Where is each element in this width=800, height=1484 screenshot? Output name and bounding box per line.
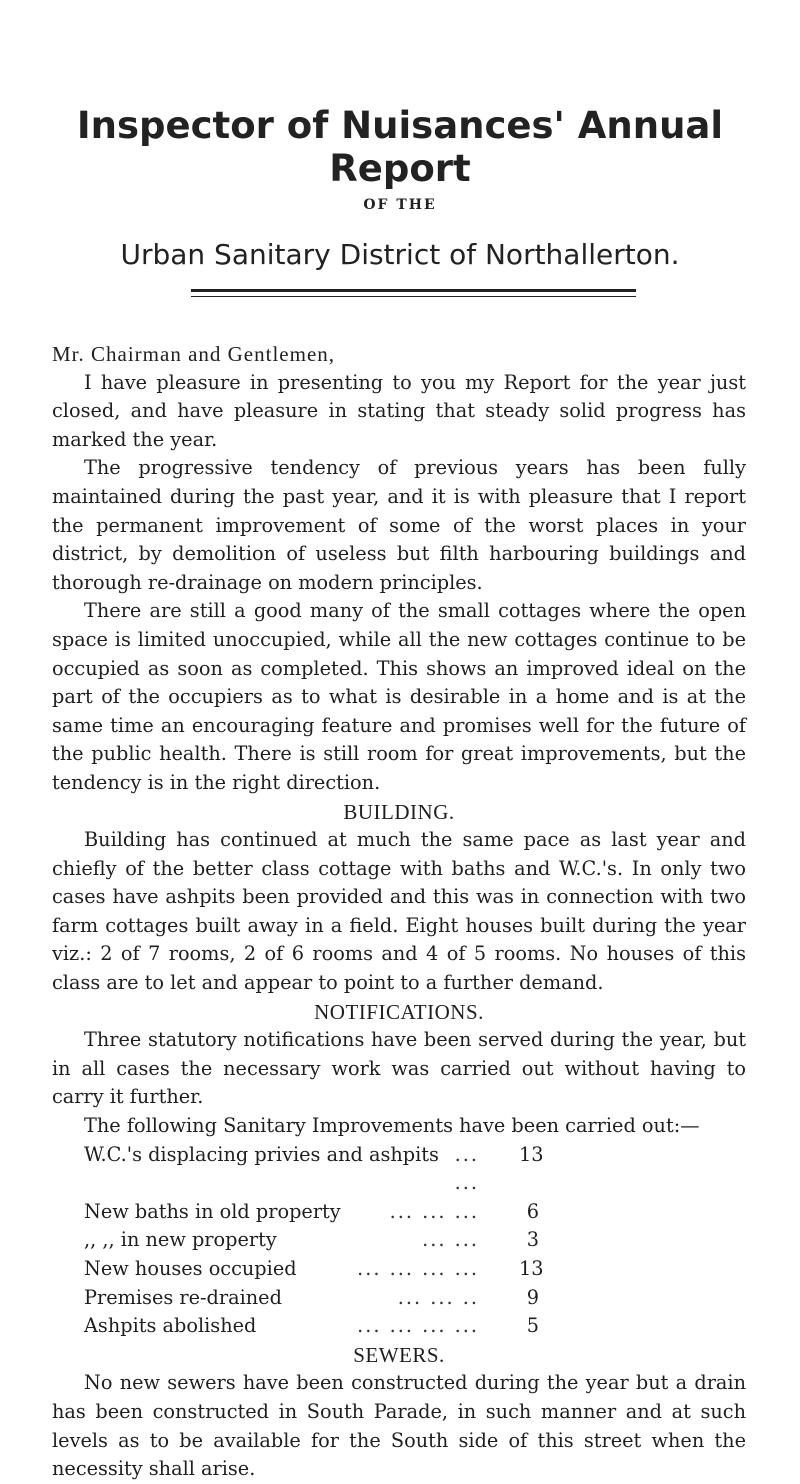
improvements-intro: The following Sanitary Improvements have been carried out:— [84,1114,700,1138]
item-value: 13 [519,1142,544,1166]
list-item [84,1255,544,1284]
list-item [84,1312,539,1341]
paragraph-progress: The progressive tendency of previous years has been fully maintained during the past year, and it is with pleasure that I report the permanent improvement of some of the worst places in your district, by demolition of useless but filth harbouring buildings and thorough re-drainage on modern principles. [52,456,746,594]
item-label: Ashpits abolished [84,1314,257,1338]
of-the-label: OF THE [363,197,437,213]
item-leader: ... ... ... ... [357,1257,479,1280]
list-item [84,1141,544,1198]
divider-thin [191,296,636,297]
list-item [84,1284,539,1313]
item-value: 3 [526,1228,539,1252]
report-body [52,340,746,1484]
item-label: Premises re-drained [84,1285,282,1309]
list-item [84,1198,539,1227]
item-value: 6 [526,1199,539,1223]
item-label: New baths in old property [84,1199,341,1223]
item-label: ,, ,, in new property [84,1228,277,1252]
divider-thick [191,289,636,292]
report-subtitle: Urban Sanitary District of Northallerton. [120,238,680,271]
paragraph-opening: I have pleasure in presenting to you my Report for the year just closed, and have pleasure in stating that steady solid progress has marked the year. [52,370,746,451]
item-label: W.C.'s displacing privies and ashpits [84,1142,439,1166]
item-label: New houses occupied [84,1257,297,1280]
item-value: 5 [526,1314,539,1338]
paragraph-notifications: Three statutory notifications have been served during the year, but in all cases the necessary work was carried out without having to carry it further. [52,1028,746,1109]
heading-building: BUILDING. [343,799,455,824]
item-leader: ... ... [454,1142,479,1195]
salutation: Mr. Chairman and Gentlemen, [52,342,336,366]
paragraph-building: Building has continued at much the same pace as last year and chiefly of the better class cottage with baths and W.C.'s. In only two cases have ashpits been provided and this was in connection with two farm cottages built away in a field. Eight houses built during the year viz.: 2 of 7 rooms, 2 of 6 rooms and 4 of 5 rooms. No houses of this class are to let and appear to point to a further demand. [52,828,746,995]
item-leader: ... ... ... ... [357,1314,479,1338]
item-value: 9 [526,1285,539,1309]
item-value: 13 [519,1257,544,1280]
report-title: Inspector of Nuisances' Annual Report [76,104,724,190]
heading-notifications: NOTIFICATIONS. [314,999,484,1024]
paragraph-cottages: There are still a good many of the small cottages where the open space is limited unoccupied, while all the new cottages continue to be occupied as soon as completed. This shows an improved ideal on the part of the occupiers as to what is desirable in a home and is at the same time an encouraging feature and promises well for the future of the public health. There is still room for great improvements, but the tendency is in the right direction. [52,599,746,794]
heading-sewers: SEWERS. [353,1342,445,1367]
paragraph-sewers: No new sewers have been constructed during the year but a drain has been constructed in South Parade, in such manner and at such levels as to be available for the South side of this street when the necessity shall arise. [52,1371,746,1481]
item-leader: ... ... ... [389,1199,479,1223]
list-item [84,1226,539,1255]
item-leader: ... ... .. [397,1285,479,1309]
item-leader: ... ... [422,1228,479,1252]
improvements-list [52,1141,544,1341]
